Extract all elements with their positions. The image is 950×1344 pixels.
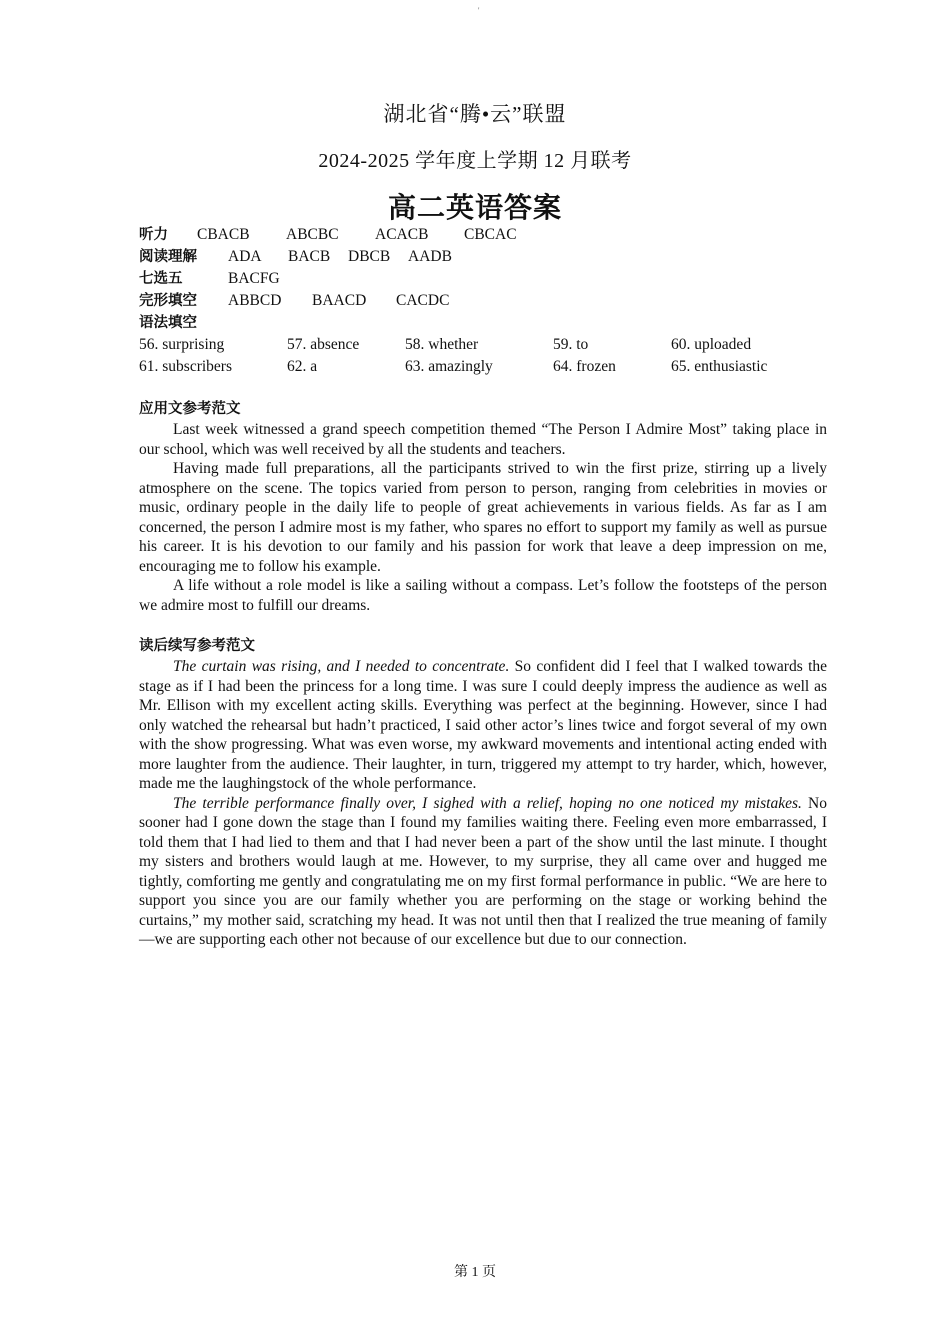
- answer-group: BACFG: [228, 270, 280, 287]
- grammar-row: [139, 356, 827, 378]
- answer-group: BAACD: [312, 292, 367, 309]
- grammar-heading: [139, 312, 827, 334]
- paragraph-body: So confident did I feel that I walked towards the stage as if I had been the princess for a long time. I was sure I could deeply impress the audience as well as Mr. Ellison with my excellent acting skills. Everything was perfect at the beginning. However, since I had only watched the rehearsal but hadn’t practiced, I said other actor’s lines twice and forgot several of my own with the show progressing. What was even worse, my awkward movements and intentional acting ended with more laughter from the audience. Their laughter, in turn, triggered my attempt to try harder, which, however, made me the laughingstock of the whole performance.: [139, 658, 828, 792]
- alliance-name: 湖北省“腾•云”联盟: [383, 102, 567, 126]
- applied-writing-essay: [139, 420, 827, 615]
- answer-group: ABCBC: [286, 226, 339, 243]
- cloze-answers: [139, 290, 827, 312]
- seven-choose-five-answers: [139, 268, 827, 290]
- grammar-answer: 58. whether: [405, 336, 479, 353]
- grammar-answer: 65. enthusiastic: [671, 358, 768, 375]
- grammar-answer: 60. uploaded: [671, 336, 752, 353]
- grammar-row: [139, 334, 827, 356]
- essay-paragraph: [139, 794, 827, 950]
- given-opening-sentence: The curtain was rising, and I needed to concentrate.: [173, 658, 510, 675]
- grammar-label: 语法填空: [139, 315, 197, 331]
- cloze-label: 完形填空: [139, 293, 197, 309]
- page-title: 高二英语答案: [387, 193, 562, 224]
- grammar-answer: 57. absence: [287, 336, 360, 353]
- given-opening-sentence: The terrible performance finally over, I sighed with a relief, hoping no one noticed my mistakes.: [173, 794, 802, 812]
- grammar-answer: 59. to: [553, 336, 589, 353]
- answer-group: BACB: [288, 248, 331, 265]
- exam-term: 2024-2025 学年度上学期 12 月联考: [318, 150, 632, 172]
- essay-paragraph: A life without a role model is like a sailing without a compass. Let’s follow the footsteps of the person we admire most to fulfill our dreams.: [139, 577, 827, 614]
- main-content: [139, 224, 827, 950]
- answer-group: CBCAC: [464, 226, 517, 243]
- top-marker: ': [478, 6, 480, 15]
- paragraph-body: No sooner had I gone down the stage than I found my families waiting there. Feeling even more embarrassed, I told them that I had lied to them and that I had never been a part of the show until the last minute. I thought my sisters and brothers would laugh at me. However, to my surprise, they all came over and hugged me tightly, comforting me gently and congratulating me on my first formal performance in public. “We are here to support you since you are our family whether you are performing on the stage or working behind the curtains,” my mother said, scratching my head. It was not until then that I realized the true meaning of family—we are supporting each other not because of our excellence but due to our connection.: [139, 794, 827, 948]
- applied-writing-title: 应用文参考范文: [139, 401, 241, 417]
- answer-group: ABBCD: [228, 292, 282, 309]
- listening-label: 听力: [139, 227, 168, 243]
- essay-paragraph: Last week witnessed a grand speech competition themed “The Person I Admire Most” taking place in our school, which was well received by all the students and teachers.: [139, 421, 827, 458]
- grammar-answer: 63. amazingly: [405, 358, 493, 375]
- grammar-answer: 56. surprising: [139, 336, 225, 353]
- essay-paragraph: [139, 657, 827, 794]
- answer-group: AADB: [408, 248, 452, 265]
- page-number: 第 1 页: [454, 1265, 496, 1280]
- answer-group: CACDC: [396, 292, 450, 309]
- seven-choose-five-label: 七选五: [139, 271, 183, 287]
- continuation-writing-title: 读后续写参考范文: [139, 638, 255, 654]
- answer-group: DBCB: [348, 248, 391, 265]
- answer-group: CBACB: [197, 226, 250, 243]
- essay-paragraph: Having made full preparations, all the participants strived to win the first prize, stirring up a lively atmosphere on the scene. The topics varied from person to person, ranging from celebrities in movies or music, ordinary people in the daily life to people of great achievements in various fields. As far as I am concerned, the person I admire most is my father, who spares no effort to support my family as well as pursue his career. It is his devotion to our family and his passion for work that leave a deep impression on me, encouraging me to follow his example.: [139, 460, 827, 575]
- listening-answers: [139, 224, 827, 246]
- answer-group: ACACB: [375, 226, 429, 243]
- grammar-answer: 62. a: [287, 358, 318, 375]
- grammar-answer: 64. frozen: [553, 358, 616, 375]
- continuation-writing-essay: [139, 657, 827, 950]
- answer-group: ADA: [228, 248, 262, 265]
- grammar-answer: 61. subscribers: [139, 358, 232, 375]
- reading-label: 阅读理解: [139, 249, 197, 265]
- reading-answers: [139, 246, 827, 268]
